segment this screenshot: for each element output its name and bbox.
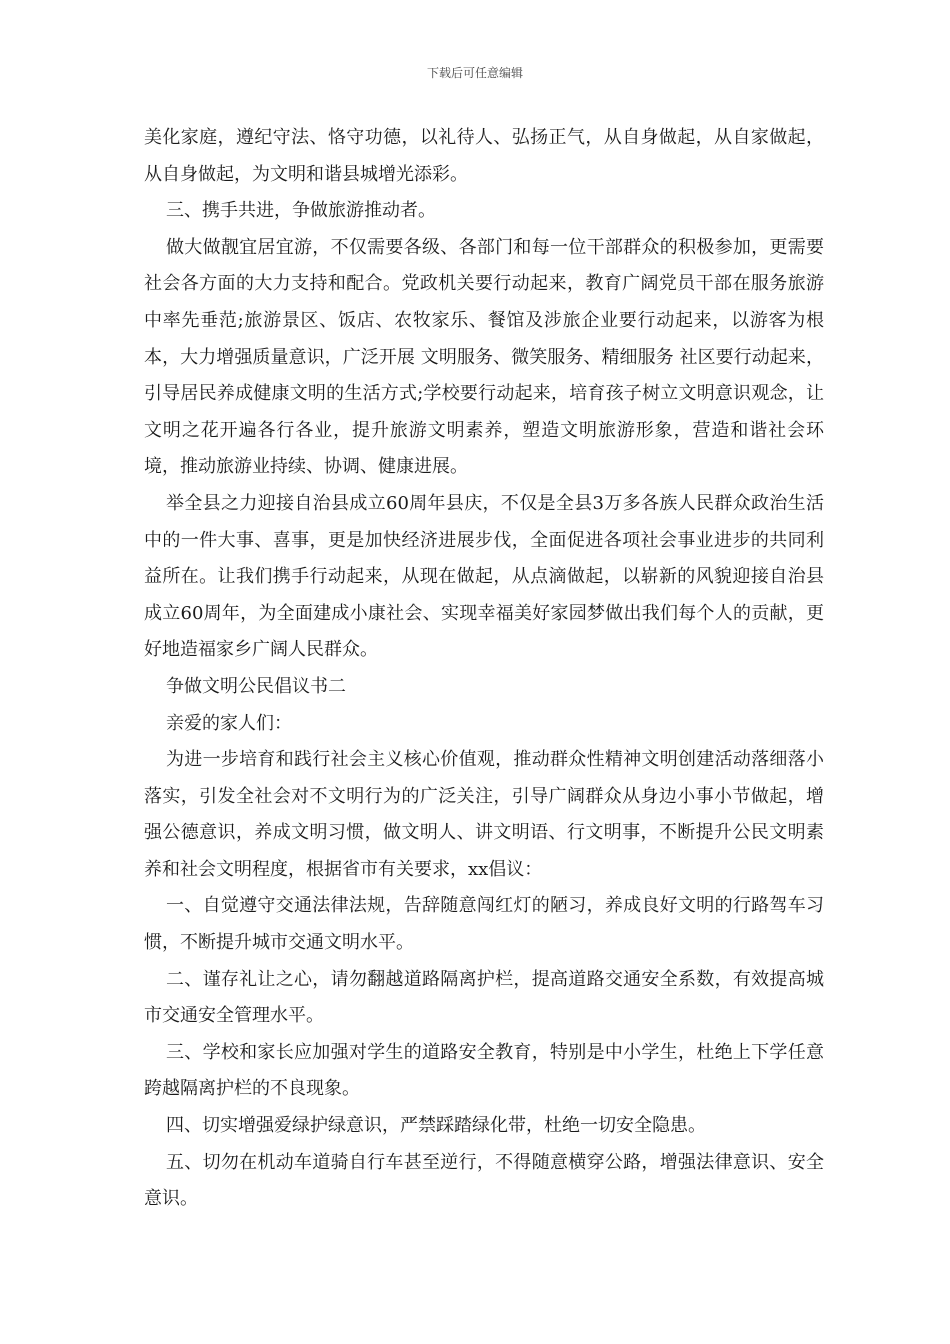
- document-title: 争做文明公民倡议书二: [166, 675, 346, 697]
- list-item: 二、谨存礼让之心，请勿翻越道路隔离护栏，提高道路交通安全系数，有效提高城市交通安全管理水平。: [144, 968, 824, 1027]
- salutation: 亲爱的家人们：: [166, 712, 292, 734]
- document-body: [144, 120, 824, 1218]
- list-item: 四、切实增强爱绿护绿意识，严禁踩踏绿化带，杜绝一切安全隐患。: [166, 1115, 706, 1137]
- paragraph: 做大做靓宜居宜游，不仅需要各级、各部门和每一位干部群众的积极参加，更需要社会各方面的大力支持和配合。党政机关要行动起来，教育广阔党员干部在服务旅游中率先垂范;旅游景区、饭店、农牧家乐、餐馆及涉旅企业要行动起来，以游客为根本，大力增强质量意识，广泛开展 文明服务、微笑服务、精细服务 社区要行动起来，引导居民养成健康文明的生活方式;学校要行动起来，培育孩子树立文明意识观念，让文明之花开遍各行各业，提升旅游文明素养，塑造文明旅游形象，营造和谐社会环境，推动旅游业持续、协调、健康进展。: [144, 236, 824, 478]
- paragraph: 为进一步培育和践行社会主义核心价值观，推动群众性精神文明创建活动落细落小落实，引发全社会对不文明行为的广泛关注，引导广阔群众从身边小事小节做起，增强公德意识，养成文明习惯，做文明人、讲文明语、行文明事，不断提升公民文明素养和社会文明程度，根据省市有关要求，xx倡议：: [144, 749, 824, 880]
- list-item: 三、学校和家长应加强对学生的道路安全教育，特别是中小学生，杜绝上下学任意跨越隔离护栏的不良现象。: [144, 1041, 824, 1100]
- list-item: 一、自觉遵守交通法律法规，告辞随意闯红灯的陋习，养成良好文明的行路驾车习惯，不断提升城市交通文明水平。: [144, 895, 824, 954]
- list-item: 五、切勿在机动车道骑自行车甚至逆行，不得随意横穿公路，增强法律意识、安全意识。: [144, 1151, 824, 1210]
- paragraph: 举全县之力迎接自治县成立60周年县庆，不仅是全县3万多各族人民群众政治生活中的一件大事、喜事，更是加快经济进展步伐，全面促进各项社会事业进步的共同利益所在。让我们携手行动起来，从现在做起，从点滴做起，以崭新的风貌迎接自治县成立60周年，为全面建成小康社会、实现幸福美好家园梦做出我们每个人的贡献，更好地造福家乡广阔人民群众。: [144, 492, 824, 661]
- page-header: 下载后可任意编辑: [426, 66, 523, 80]
- paragraph: 美化家庭，遵纪守法、恪守功德，以礼待人、弘扬正气，从自身做起，从自家做起，从自身做起，为文明和谐县城增光添彩。: [144, 127, 824, 185]
- section-heading: 三、携手共进，争做旅游推动者。: [166, 200, 436, 222]
